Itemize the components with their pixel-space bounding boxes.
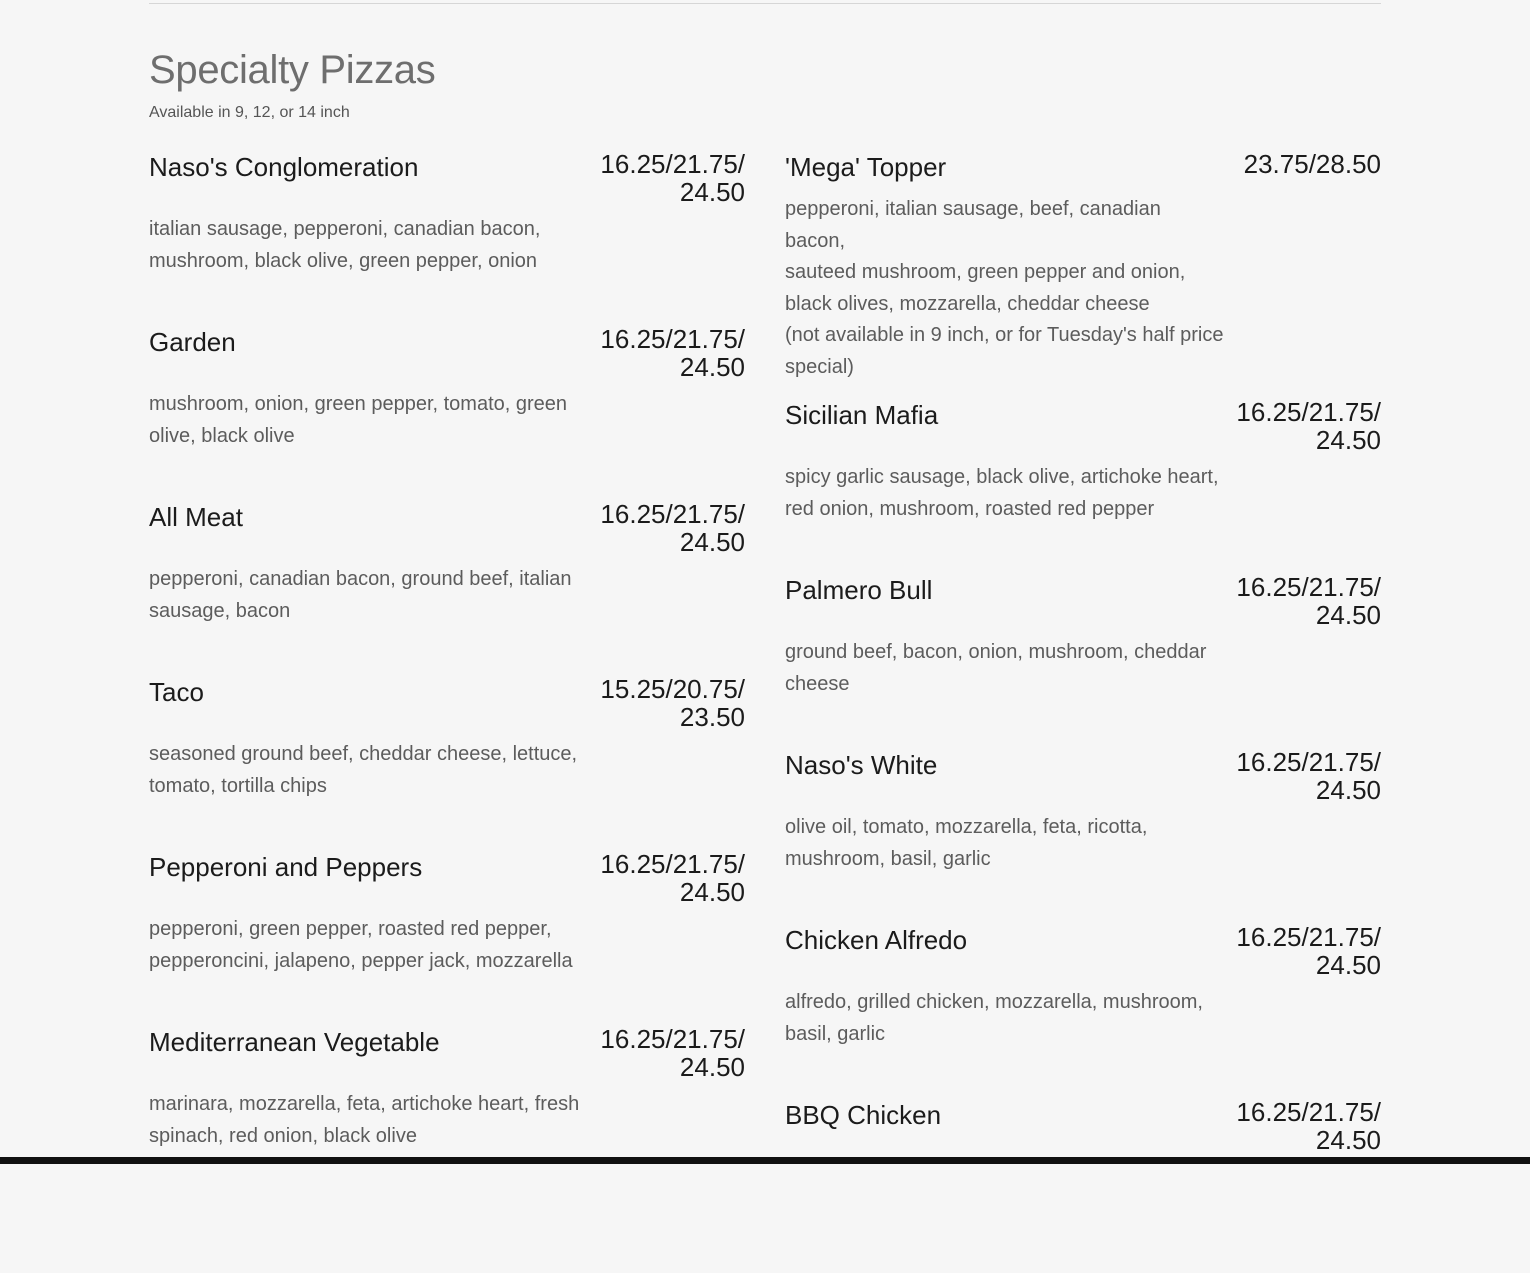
menu-item bbox=[785, 1098, 1381, 1273]
menu-item bbox=[149, 325, 745, 500]
section-title: Specialty Pizzas bbox=[149, 48, 436, 92]
item-description: marinara, mozzarella, feta, artichoke heart, fresh spinach, red onion, black olive bbox=[149, 1093, 580, 1147]
menu-item bbox=[149, 150, 745, 325]
section-divider bbox=[149, 3, 1381, 4]
item-price: 16.25/21.75/ 24.50 bbox=[1236, 572, 1381, 630]
item-name: Naso's White bbox=[785, 750, 938, 780]
menu-item bbox=[785, 150, 1381, 398]
item-description: pepperoni, canadian bacon, ground beef, italian sausage, bacon bbox=[149, 568, 572, 622]
item-price: 16.25/21.75/ 24.50 bbox=[600, 1024, 745, 1082]
item-price: 16.25/21.75/ 24.50 bbox=[600, 149, 745, 207]
item-name: Palmero Bull bbox=[785, 575, 933, 605]
item-price: 16.25/21.75/ 24.50 bbox=[600, 849, 745, 907]
item-name: Naso's Conglomeration bbox=[149, 152, 419, 182]
item-description: pepperoni, green pepper, roasted red pepper, pepperoncini, jalapeno, pepper jack, mozzarella bbox=[149, 918, 573, 972]
menu-item bbox=[785, 398, 1381, 573]
item-description: seasoned ground beef, cheddar cheese, lettuce, tomato, tortilla chips bbox=[149, 743, 578, 797]
item-price: 16.25/21.75/ 24.50 bbox=[600, 499, 745, 557]
item-name: Sicilian Mafia bbox=[785, 400, 939, 430]
menu-column-right bbox=[785, 150, 1381, 1273]
menu-item bbox=[149, 850, 745, 1025]
item-description: olive oil, tomato, mozzarella, feta, ricotta, mushroom, basil, garlic bbox=[785, 816, 1148, 870]
item-name: Chicken Alfredo bbox=[785, 925, 968, 955]
item-name: Pepperoni and Peppers bbox=[149, 852, 423, 882]
menu-item bbox=[785, 923, 1381, 1098]
item-name: Garden bbox=[149, 327, 236, 357]
item-price: 16.25/21.75/ 24.50 bbox=[1236, 747, 1381, 805]
section-subtitle: Available in 9, 12, or 14 inch bbox=[149, 104, 350, 121]
item-price: 16.25/21.75/ 24.50 bbox=[1236, 397, 1381, 455]
item-name: Taco bbox=[149, 677, 204, 707]
item-name: Mediterranean Vegetable bbox=[149, 1027, 440, 1057]
item-description: spicy garlic sausage, black olive, artichoke heart, red onion, mushroom, roasted red pepper bbox=[785, 466, 1219, 520]
item-price: 16.25/21.75/ 24.50 bbox=[1236, 922, 1381, 980]
item-description: italian sausage, pepperoni, canadian bacon, mushroom, black olive, green pepper, onion bbox=[149, 218, 541, 272]
item-description: pepperoni, italian sausage, beef, canadian bacon, sauteed mushroom, green pepper and onion, black olives, mozzarella, cheddar cheese (not available in 9 inch, or for Tuesday's half price special) bbox=[785, 198, 1224, 378]
menu-item bbox=[149, 1025, 745, 1200]
menu-item bbox=[785, 573, 1381, 748]
menu-item bbox=[785, 748, 1381, 923]
item-description: alfredo, grilled chicken, mozzarella, mushroom, basil, garlic bbox=[785, 991, 1203, 1045]
item-name: BBQ Chicken bbox=[785, 1100, 942, 1130]
item-price: 23.75/28.50 bbox=[1243, 149, 1381, 179]
item-price: 15.25/20.75/ 23.50 bbox=[600, 674, 745, 732]
item-description: mushroom, onion, green pepper, tomato, green olive, black olive bbox=[149, 393, 568, 447]
item-price: 16.25/21.75/ 24.50 bbox=[600, 324, 745, 382]
menu-column-left bbox=[149, 150, 745, 1200]
item-name: 'Mega' Topper bbox=[785, 152, 947, 182]
menu-item bbox=[149, 675, 745, 850]
item-name: All Meat bbox=[149, 502, 243, 532]
bottom-bar bbox=[0, 1157, 1530, 1164]
menu-item bbox=[149, 500, 745, 675]
item-description: ground beef, bacon, onion, mushroom, cheddar cheese bbox=[785, 641, 1207, 695]
item-price: 16.25/21.75/ 24.50 bbox=[1236, 1097, 1381, 1155]
